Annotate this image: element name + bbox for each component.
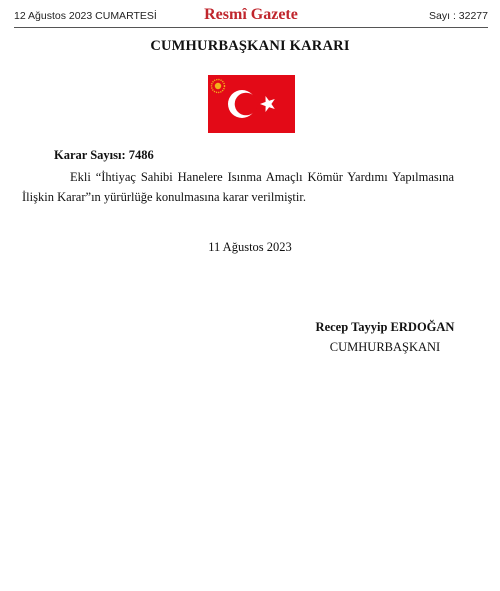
signer-title: CUMHURBAŞKANI [329, 340, 441, 354]
header-date: 12 Ağustos 2023 CUMARTESİ [14, 10, 157, 22]
decision-number: Karar Sayısı: 7486 [54, 148, 154, 162]
decision-date: 11 Ağustos 2023 [208, 240, 292, 254]
signer-name: Recep Tayyip ERDOĞAN [315, 320, 455, 334]
header-divider [14, 27, 488, 28]
gazette-title: Resmî Gazete [204, 6, 298, 23]
issue-number: Sayı : 32277 [429, 10, 488, 22]
document-title: CUMHURBAŞKANI KARARI [150, 38, 350, 54]
gazette-header [14, 6, 488, 26]
signature-block [300, 320, 470, 355]
turkish-flag-icon [208, 75, 295, 133]
decision-body: Ekli “İhtiyaç Sahibi Hanelere Isınma Amaçlı Kömür Yardımı Yapılmasına İlişkin Karar”ın yürürlüğe konulmasına karar verilmiştir. [22, 170, 454, 204]
